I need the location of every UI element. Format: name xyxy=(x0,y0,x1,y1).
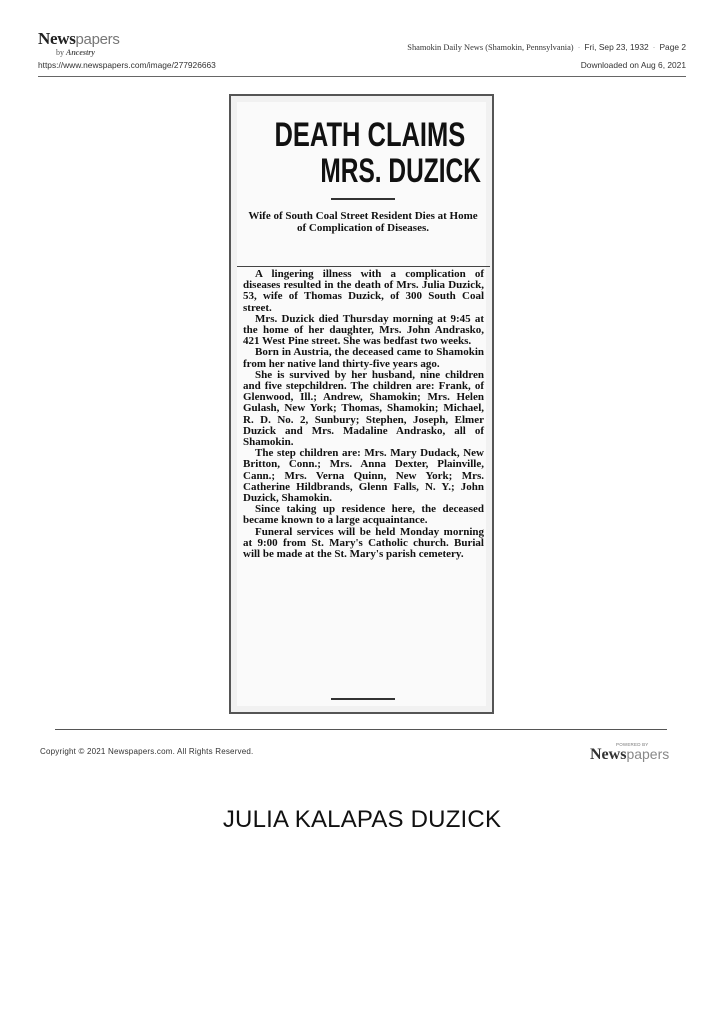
footer-logo-rest: papers xyxy=(626,746,670,762)
subhead-rule xyxy=(237,266,490,267)
logo-byline: by xyxy=(56,48,64,57)
newspaper-clipping xyxy=(229,94,494,714)
article-body xyxy=(243,269,484,560)
logo-byline-brand: Ancestry xyxy=(66,48,95,57)
download-date: Downloaded on Aug 6, 2021 xyxy=(580,60,686,70)
article-paragraph: Born in Austria, the deceased came to Shamokin from her native land thirty-five years ago. xyxy=(243,346,484,370)
article-paragraph: Mrs. Duzick died Thursday morning at 9:45 at the home of her daughter, Mrs. John Andrasko, 421 West Pine street. She was bedfast two weeks. xyxy=(243,312,484,348)
powered-by-label: POWERED BY xyxy=(616,742,649,747)
header-divider xyxy=(38,76,686,77)
page-number: Page 2 xyxy=(659,42,686,52)
source-url[interactable]: https://www.newspapers.com/image/277926663 xyxy=(38,60,216,70)
subheadline: Wife of South Coal Street Resident Dies at Home of Complication of Diseases. xyxy=(248,210,478,234)
publication-name: Shamokin Daily News (Shamokin, Pennsylvania) xyxy=(407,43,574,52)
headline-line-2: MRS. DUZICK xyxy=(320,152,481,190)
headline-rule xyxy=(331,198,395,200)
headline-line-1: DEATH CLAIMS xyxy=(274,116,466,154)
article-paragraph: Since taking up residence here, the deceased became known to a large acquaintance. xyxy=(243,503,484,527)
powered-by-newspapers-logo[interactable] xyxy=(590,742,682,766)
logo-text-bold: News xyxy=(38,29,76,48)
copyright-notice: Copyright © 2021 Newspapers.com. All Rights Reserved. xyxy=(40,747,254,756)
article-paragraph: Funeral services will be held Monday morning at 9:00 from St. Mary's Catholic church. Burial will be made at the St. Mary's parish cemetery. xyxy=(243,525,484,561)
publication-info: Shamokin Daily News (Shamokin, Pennsylvania) · Fri, Sep 23, 1932 · Page 2 xyxy=(407,42,686,52)
footer-divider xyxy=(55,729,667,730)
page-caption: JULIA KALAPAS DUZICK xyxy=(222,806,502,833)
end-rule xyxy=(331,698,395,700)
logo-text-rest: papers xyxy=(75,31,120,48)
article-paragraph: A lingering illness with a complication of diseases resulted in the death of Mrs. Julia Duzick, 53, wife of Thomas Duzick, of 300 South Coal street. xyxy=(243,268,484,314)
article-paragraph: She is survived by her husband, nine children and five stepchildren. The children are: Frank, of Glenwood, Ill.; Andrew, Shamokin; Mrs. Helen Gulash, New York; Thomas, Shamokin; Michael, R. D. No. 2, Sunbury; Stephen, Joseph, Elmer Duzick and Mrs. Madaline Andrasko, all of Shamokin. xyxy=(243,368,484,449)
article-paragraph: The step children are: Mrs. Mary Dudack, New Britton, Conn.; Mrs. Anna Dexter, Plainville, Cann.; Mrs. Verna Quinn, New York; Mrs. Catherine Hildbrands, Glenn Falls, N. Y.; John Duzick, Shamokin. xyxy=(243,447,484,505)
publication-date: Fri, Sep 23, 1932 xyxy=(584,42,649,52)
footer-logo-bold: News xyxy=(590,746,627,763)
